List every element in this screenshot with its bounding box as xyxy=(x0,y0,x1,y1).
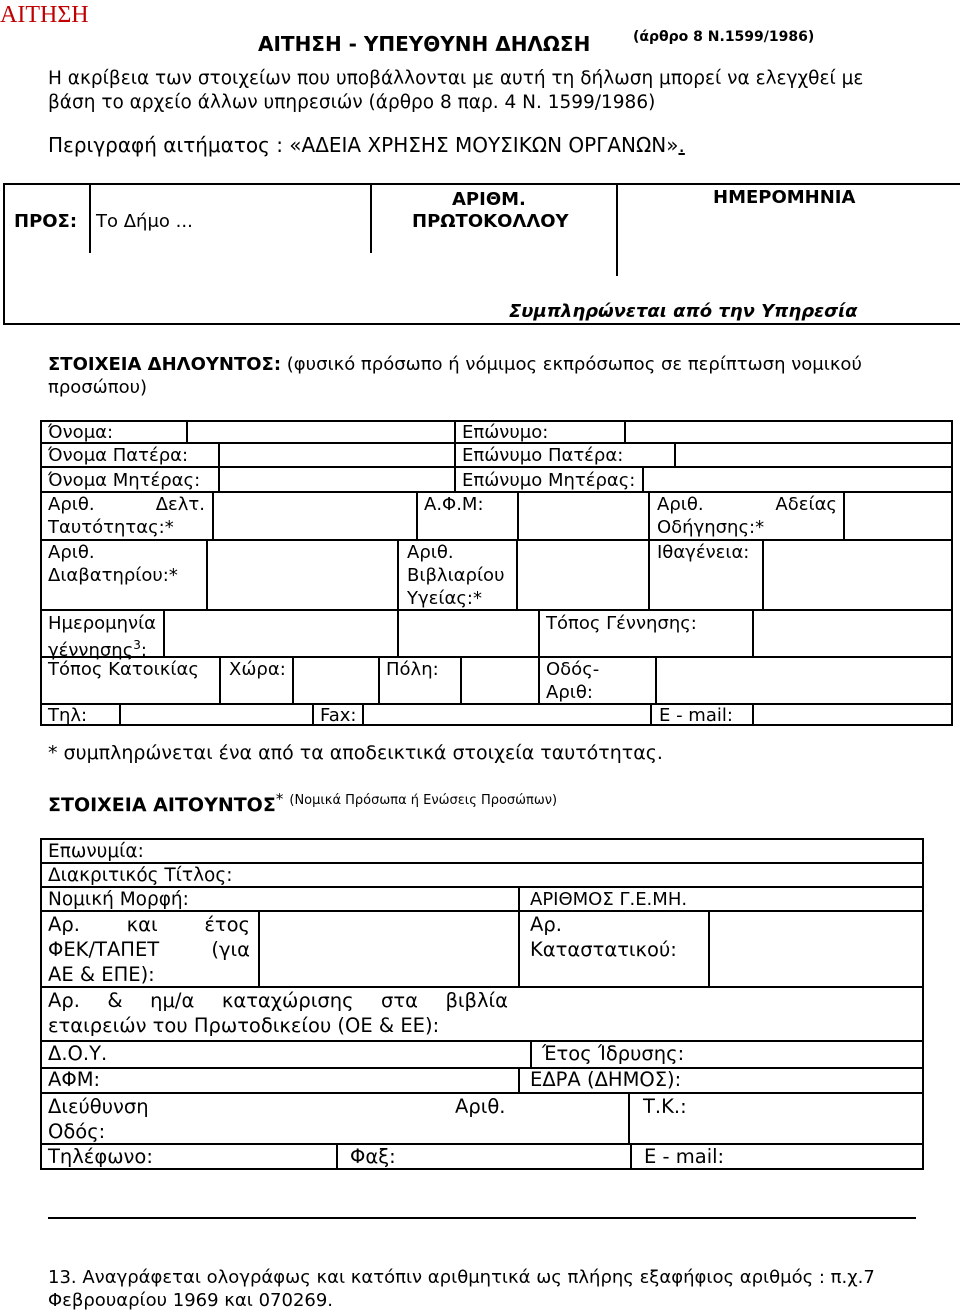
declarant-heading-note: (φυσικό πρόσωπο ή νόμιμος εκπρόσωπος σε περίπτωση νομικού xyxy=(286,354,862,375)
tax-office-label: Δ.Ο.Υ. xyxy=(48,1042,108,1065)
cell-divider xyxy=(518,1067,520,1094)
birth-date-field[interactable] xyxy=(165,611,397,656)
birth-date-label-line-1: Ημερομηνία xyxy=(48,613,157,634)
to-recipient: Το Δήμο ... xyxy=(96,211,193,232)
email-label: E - mail: xyxy=(659,705,733,726)
cell-divider xyxy=(416,491,418,541)
citizenship-field[interactable] xyxy=(764,541,951,609)
cell-divider xyxy=(397,539,399,611)
applicant-heading-title: ΣΤΟΙΧΕΙΑ ΑΙΤΟΥΝΤΟΣ xyxy=(48,794,276,816)
declarant-heading-note-line-2: προσώπου) xyxy=(48,377,148,398)
cell-divider xyxy=(530,1040,532,1069)
books-registration-label-line-2: εταιρειών του Πρωτοδικείου (ΟΕ & ΕΕ): xyxy=(48,1014,440,1037)
health-book-label-line-1: Αριθ. xyxy=(407,542,454,563)
driving-license-label-line-2: Οδήγησης:* xyxy=(657,517,765,538)
phone-label: Τηλ: xyxy=(48,705,88,726)
fek-label-line-2 xyxy=(48,937,250,963)
fax-label: Fax: xyxy=(320,705,357,726)
fek-label-part: ΦΕΚ/ΤΑΠΕΤ xyxy=(48,938,160,961)
form-title-law-reference: (άρθρο 8 Ν.1599/1986) xyxy=(633,29,815,45)
distinctive-title-label: Διακριτικός Τίτλος: xyxy=(48,865,233,886)
driving-license-label-part: Αριθ. xyxy=(657,494,704,515)
statute-label-line-2: Καταστατικού: xyxy=(530,938,677,961)
books-registration-field[interactable] xyxy=(470,1013,922,1040)
cell-divider xyxy=(454,442,456,468)
city-label: Πόλη: xyxy=(386,659,439,680)
postcode-field[interactable] xyxy=(705,1094,922,1143)
mother-surname-label: Επώνυμο Μητέρας: xyxy=(462,470,636,491)
fek-label-line-1 xyxy=(48,912,250,938)
applicant-heading xyxy=(48,788,558,816)
founding-year-field[interactable] xyxy=(705,1042,922,1067)
footnote-13-line-1: 13. Αναγράφεται ολογράφως και κατόπιν αριθμητικά ως πλήρης εξαφήφιος αριθμός : π.χ.7 xyxy=(48,1267,875,1288)
mother-surname-field[interactable] xyxy=(644,468,951,491)
founding-year-label: Έτος Ίδρυσης: xyxy=(542,1042,685,1065)
cell-divider xyxy=(454,420,456,444)
applicant-email-field[interactable] xyxy=(740,1145,922,1168)
id-card-field[interactable] xyxy=(214,493,416,539)
identity-footnote: * συμπληρώνεται ένα από τα αποδεικτικά στοιχεία ταυτότητας. xyxy=(48,742,663,764)
fek-label-part: (για xyxy=(211,938,250,961)
cell-divider xyxy=(219,656,221,705)
surname-field[interactable] xyxy=(626,422,951,442)
gemi-number-label: ΑΡΙΘΜΟΣ Γ.Ε.ΜΗ. xyxy=(530,889,688,910)
driving-license-field[interactable] xyxy=(845,493,951,539)
applicant-email-label: E - mail: xyxy=(644,1145,725,1168)
first-name-field[interactable] xyxy=(188,422,454,442)
cell-divider xyxy=(628,1092,630,1145)
street-number-label-line-1: Οδός- xyxy=(546,659,600,680)
fek-label-part: και xyxy=(126,913,158,936)
passport-field[interactable] xyxy=(208,541,397,609)
company-name-field[interactable] xyxy=(160,840,922,862)
birth-place-field[interactable] xyxy=(754,611,951,656)
books-label-word: ημ/α xyxy=(150,989,195,1012)
books-label-word: Αρ. xyxy=(48,989,80,1012)
passport-label-line-1: Αριθ. xyxy=(48,542,95,563)
father-surname-label: Επώνυμο Πατέρα: xyxy=(462,445,624,466)
books-label-word: & xyxy=(107,989,123,1012)
address-field[interactable] xyxy=(165,1094,440,1143)
father-name-field[interactable] xyxy=(220,444,454,466)
citizenship-label: Ιθαγένεια: xyxy=(657,542,750,563)
distinctive-title-field[interactable] xyxy=(240,864,922,886)
email-field[interactable] xyxy=(754,705,951,725)
protocol-number-label-line-1: ΑΡΙΘΜ. xyxy=(452,189,526,210)
fek-label-line-3: ΑΕ & ΕΠΕ): xyxy=(48,963,155,986)
accuracy-notice-line-2: βάση το αρχείο άλλων υπηρεσιών (άρθρο 8 παρ. 4 Ν. 1599/1986) xyxy=(48,92,656,113)
health-book-label-line-3: Υγείας:* xyxy=(407,588,482,609)
request-description-text: Περιγραφή αιτήματος : «ΑΔΕΙΑ ΧΡΗΣΗΣ ΜΟΥΣΙΚΩΝ ΟΡΓΑΝΩΝ» xyxy=(48,133,679,157)
birth-date-label-colon: : xyxy=(140,640,147,661)
surname-label: Επώνυμο: xyxy=(462,422,549,443)
protocol-number-label-line-2: ΠΡΩΤΟΚΟΛΛΟΥ xyxy=(412,211,569,232)
cell-divider xyxy=(336,1143,338,1170)
cell-divider xyxy=(454,466,456,493)
declarant-afm-field[interactable] xyxy=(519,493,648,539)
phone-field[interactable] xyxy=(121,705,312,725)
health-book-field[interactable] xyxy=(518,541,648,609)
footnote-13-line-2: Φεβρουαρίου 1969 και 070269. xyxy=(48,1290,334,1311)
mother-name-field[interactable] xyxy=(220,468,454,491)
city-field[interactable] xyxy=(462,658,538,703)
postcode-label: Τ.Κ.: xyxy=(643,1095,687,1118)
protocol-divider-right xyxy=(616,183,618,276)
cell-divider xyxy=(630,1143,632,1170)
fax-field[interactable] xyxy=(364,705,650,725)
statute-label-line-1: Αρ. xyxy=(530,913,562,936)
applicant-fax-label: Φαξ: xyxy=(350,1145,396,1168)
fek-label-part: έτος xyxy=(204,913,250,936)
cell-divider xyxy=(650,703,652,726)
seat-municipality-field[interactable] xyxy=(700,1069,922,1092)
fek-field[interactable] xyxy=(260,912,518,986)
address-number-label: Αριθ. xyxy=(455,1095,506,1118)
applicant-fax-field[interactable] xyxy=(400,1145,630,1168)
cell-divider xyxy=(397,609,399,658)
birth-date-label-text: γέννησης xyxy=(48,640,134,661)
legal-form-label: Νομική Μορφή: xyxy=(48,889,189,910)
books-label-word: στα xyxy=(381,989,418,1012)
seat-municipality-label: ΕΔΡΑ (ΔΗΜΟΣ): xyxy=(530,1068,682,1091)
id-card-label-part: Δελτ. xyxy=(155,494,205,515)
street-number-field[interactable] xyxy=(657,658,951,703)
cell-divider xyxy=(518,886,520,988)
address-label-line-1: Διεύθυνση xyxy=(48,1095,149,1118)
driving-license-label-part: Αδείας xyxy=(775,494,837,515)
id-card-label xyxy=(48,493,205,516)
applicant-phone-field[interactable] xyxy=(165,1145,336,1168)
applicant-afm-label: ΑΦΜ: xyxy=(48,1068,101,1091)
applicant-afm-field[interactable] xyxy=(110,1069,518,1092)
applicant-phone-label: Τηλέφωνο: xyxy=(48,1145,153,1168)
form-title: ΑΙΤΗΣΗ - ΥΠΕΥΘΥΝΗ ΔΗΛΩΣΗ xyxy=(258,32,591,56)
street-number-label-line-2: Αριθ: xyxy=(546,682,593,703)
health-book-label-line-2: Βιβλιαρίου xyxy=(407,565,505,586)
residence-label: Τόπος Κατοικίας xyxy=(48,659,199,680)
cell-divider xyxy=(538,656,540,705)
declarant-heading xyxy=(48,353,862,376)
request-description-dot: . xyxy=(678,133,685,157)
to-label: ΠΡΟΣ: xyxy=(14,211,78,232)
request-description xyxy=(48,134,685,157)
father-surname-field[interactable] xyxy=(676,444,951,466)
birth-place-label: Τόπος Γέννησης: xyxy=(546,613,697,634)
legal-form-field[interactable] xyxy=(200,888,518,910)
mother-name-label: Όνομα Μητέρας: xyxy=(48,470,201,491)
cell-divider xyxy=(378,656,380,705)
address-label-line-2: Οδός: xyxy=(48,1120,106,1143)
cell-divider xyxy=(538,609,540,658)
country-label: Χώρα: xyxy=(229,659,286,680)
cell-divider xyxy=(648,539,650,611)
birth-date-footnote-mark: 3 xyxy=(133,638,141,652)
applicant-heading-star: * xyxy=(275,790,284,808)
service-completion-note: Συμπληρώνεται από την Υπηρεσία xyxy=(509,301,858,322)
accuracy-notice-line-1: Η ακρίβεια των στοιχείων που υποβάλλονται με αυτή τη δήλωση μπορεί να ελεγχθεί με xyxy=(48,68,864,89)
country-field[interactable] xyxy=(294,658,378,703)
first-name-label: Όνομα: xyxy=(48,422,114,443)
id-card-label-part: Αριθ. xyxy=(48,494,95,515)
passport-label-line-2: Διαβατηρίου:* xyxy=(48,565,178,586)
cell-divider xyxy=(648,491,650,541)
books-label-word: βιβλία xyxy=(445,989,508,1012)
father-name-label: Όνομα Πατέρα: xyxy=(48,445,189,466)
fek-label-part: Αρ. xyxy=(48,913,80,936)
declarant-afm-label: Α.Φ.Μ: xyxy=(424,494,484,515)
declarant-heading-title: ΣΤΟΙΧΕΙΑ ΔΗΛΟΥΝΤΟΣ: xyxy=(48,354,282,375)
driving-license-label xyxy=(657,493,837,516)
to-divider xyxy=(89,183,91,253)
date-label: ΗΜΕΡΟΜΗΝΙΑ xyxy=(713,187,856,208)
footnote-separator xyxy=(48,1217,916,1219)
id-card-label-line-2: Ταυτότητας:* xyxy=(48,517,174,538)
address-number-field[interactable] xyxy=(515,1094,628,1143)
applicant-heading-note: (Νομικά Πρόσωπα ή Ενώσεις Προσώπων) xyxy=(289,793,558,808)
corner-title: ΑΙΤΗΣΗ xyxy=(0,2,89,28)
company-name-label: Επωνυμία: xyxy=(48,841,144,862)
statute-field[interactable] xyxy=(710,912,922,986)
books-registration-label-line-1 xyxy=(48,988,508,1014)
protocol-divider-left xyxy=(370,183,372,253)
books-label-word: καταχώρισης xyxy=(221,989,354,1012)
tax-office-field[interactable] xyxy=(130,1042,530,1067)
cell-divider xyxy=(312,703,314,726)
